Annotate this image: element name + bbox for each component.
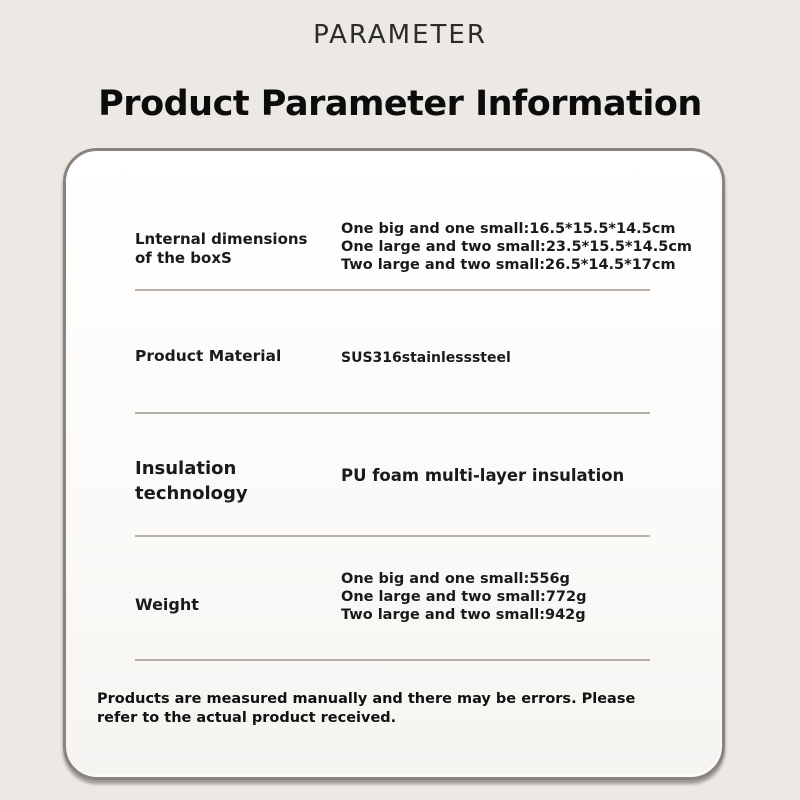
value-line: PU foam multi-layer insulation	[341, 466, 625, 485]
value-line: One large and two small:772g	[341, 589, 587, 605]
row-divider	[135, 289, 650, 291]
value-line: One big and one small:556g	[341, 571, 570, 587]
value-line: Two large and two small:942g	[341, 607, 586, 623]
row-divider	[135, 659, 650, 661]
value-line: Two large and two small:26.5*14.5*17cm	[341, 257, 676, 273]
section-label: PARAMETER	[313, 20, 487, 50]
parameter-value	[341, 467, 624, 485]
value-line: One large and two small:23.5*15.5*14.5cm	[341, 239, 693, 255]
parameter-label: Weight	[135, 595, 199, 614]
parameter-label: Insulation technology	[135, 458, 248, 504]
parameter-value	[341, 349, 511, 367]
page-title: Product Parameter Information	[98, 84, 702, 124]
row-divider	[135, 535, 650, 537]
row-divider	[135, 412, 650, 414]
parameter-value	[341, 220, 692, 274]
parameter-label: Lnternal dimensions of the boxS	[135, 230, 308, 267]
parameter-label: Product Material	[135, 347, 282, 365]
value-line: One big and one small:16.5*15.5*14.5cm	[341, 221, 676, 237]
value-line: SUS316stainlesssteel	[341, 350, 511, 366]
parameter-value	[341, 570, 586, 624]
disclaimer-note: Products are measured manually and there may be errors. Please refer to the actual product received.	[97, 691, 636, 726]
